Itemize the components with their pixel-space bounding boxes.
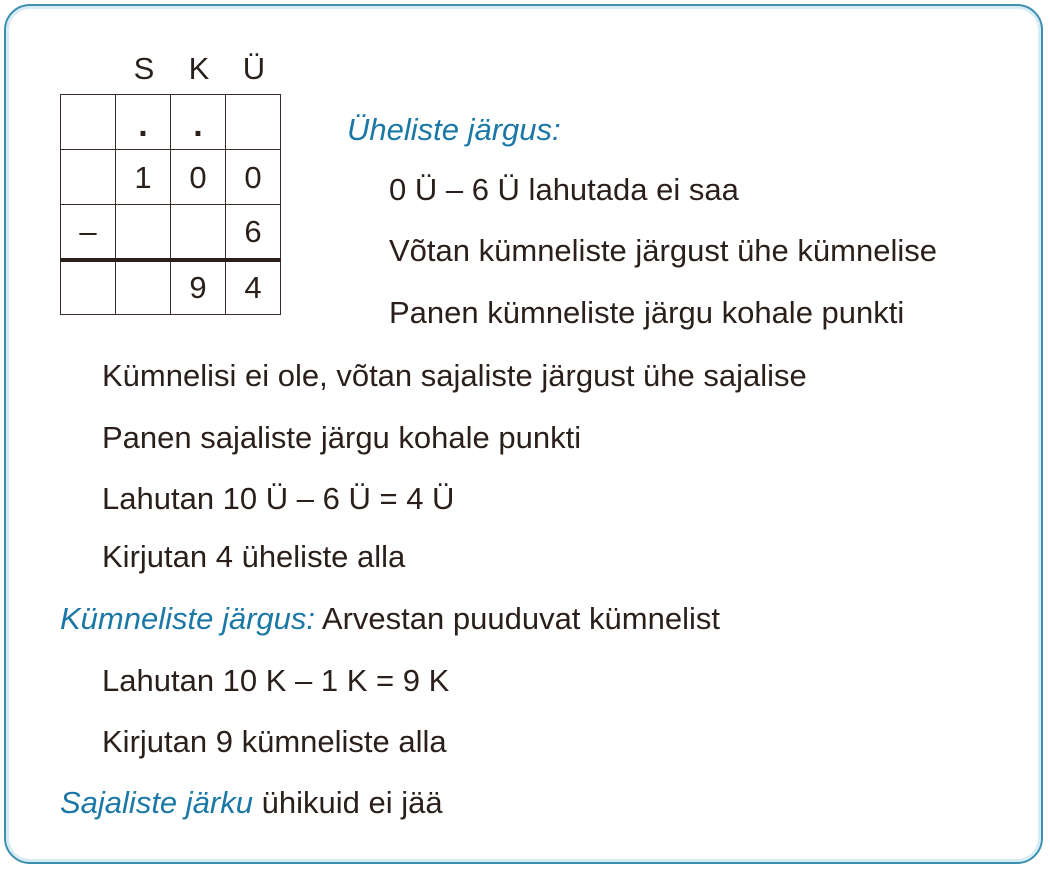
grid-row-result <box>61 260 281 315</box>
grid-cell <box>116 260 171 315</box>
minus-sign: – <box>61 205 116 260</box>
grid-cell <box>116 205 171 260</box>
step-text: Kirjutan 9 kümneliste alla <box>102 724 447 759</box>
column-header-k: K <box>188 51 210 86</box>
tens-borrow-dot: . <box>171 95 226 150</box>
grid-cell <box>171 205 226 260</box>
step-text: Panen kümneliste järgu kohale punkti <box>389 295 905 330</box>
kymneliste-text: Arvestan puuduvat kümnelist <box>315 601 720 636</box>
step-text: Lahutan 10 K – 1 K = 9 K <box>102 663 450 698</box>
grid-row-marks <box>61 95 281 150</box>
grid-cell: 0 <box>226 150 281 205</box>
grid-row-subtrahend <box>61 205 281 260</box>
grid-cell: 6 <box>226 205 281 260</box>
grid-cell <box>226 95 281 150</box>
column-header-s: S <box>133 51 155 86</box>
subtraction-grid <box>60 94 281 315</box>
grid-cell <box>61 150 116 205</box>
step-text: Kümnelisi ei ole, võtan sajaliste järgust ühe sajalise <box>102 358 807 393</box>
sajaliste-line <box>60 785 443 821</box>
uheliste-heading: Üheliste järgus: <box>347 112 561 147</box>
grid-cell: 9 <box>171 260 226 315</box>
sajaliste-heading: Sajaliste järku <box>60 785 253 820</box>
grid-cell: 0 <box>171 150 226 205</box>
hundreds-borrow-dot: . <box>116 95 171 150</box>
kymneliste-heading: Kümneliste järgus: <box>60 601 316 636</box>
grid-cell <box>61 260 116 315</box>
kymneliste-line <box>60 601 720 637</box>
sajaliste-text: ühikuid ei jää <box>252 785 443 820</box>
grid-cell <box>61 95 116 150</box>
step-text: Kirjutan 4 üheliste alla <box>102 539 406 574</box>
step-text: Lahutan 10 Ü – 6 Ü = 4 Ü <box>102 481 455 516</box>
grid-cell: 4 <box>226 260 281 315</box>
step-text: 0 Ü – 6 Ü lahutada ei saa <box>389 172 739 207</box>
step-text: Panen sajaliste järgu kohale punkti <box>102 420 582 455</box>
grid-row-minuend <box>61 150 281 205</box>
step-text: Võtan kümneliste järgust ühe kümnelise <box>389 233 937 268</box>
grid-cell: 1 <box>116 150 171 205</box>
column-header-u: Ü <box>242 51 266 86</box>
